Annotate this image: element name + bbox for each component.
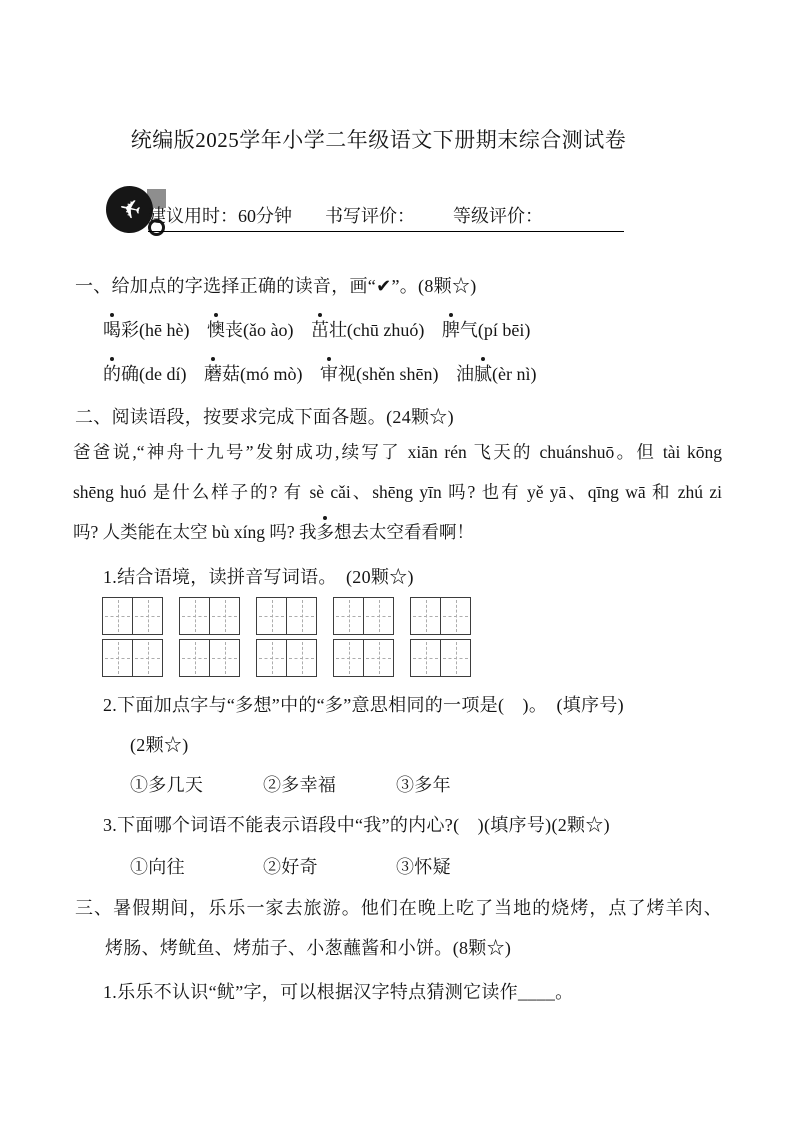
section3-heading-line-2: 烤肠、烤鱿鱼、烤茄子、小葱蘸酱和小饼。(8颗☆) [105, 938, 512, 958]
section1-word-row-2 [103, 360, 549, 386]
paper-plane-icon: ✈ [115, 192, 144, 226]
writing-grid-box[interactable] [179, 597, 240, 635]
page-title [0, 124, 793, 154]
grid-cell[interactable] [257, 640, 286, 676]
choice-option[interactable]: ②好奇 [263, 857, 318, 877]
word-rest: 壮(chū zhuó) [328, 320, 425, 340]
passage-line-1: 爸爸说,“神舟十九号”发射成功,续写了 xiān rén 飞天的 chuánshuō。但 tài kōng [73, 442, 722, 462]
grid-cell[interactable] [334, 640, 363, 676]
grid-cell[interactable] [180, 640, 209, 676]
exam-meta-row [148, 202, 543, 228]
grid-cell[interactable] [209, 598, 239, 634]
writing-grid-box[interactable] [179, 639, 240, 677]
grid-cell[interactable] [103, 598, 132, 634]
section1-word-row-1 [103, 316, 543, 342]
passage-text: 吗? 人类能在太空 bù xíng 吗? 我 [73, 522, 317, 542]
choice-option[interactable]: ②多幸福 [263, 775, 337, 795]
writing-grid-box[interactable] [256, 597, 317, 635]
section3-heading-line-1: 三、暑假期间，乐乐一家去旅游。他们在晚上吃了当地的烧烤，点了烤羊肉、 [75, 898, 722, 918]
passage-text: 想去太空看看啊！ [334, 522, 475, 542]
stamp-circle [106, 186, 153, 233]
question-2-2-score: (2颗☆) [130, 735, 189, 755]
grid-row [102, 597, 471, 635]
section1-heading: 一、给加点的字选择正确的读音，画“✔”。(8颗☆) [75, 276, 477, 296]
choice-option[interactable]: ①多几天 [130, 775, 204, 795]
grid-cell[interactable] [132, 640, 162, 676]
dotted-character: 喝 [103, 320, 121, 340]
grid-cell[interactable] [411, 598, 440, 634]
grid-cell[interactable] [363, 640, 393, 676]
word-rest: 丧(ǎo ào) [224, 320, 294, 340]
writing-grid-box[interactable] [410, 639, 471, 677]
grid-cell[interactable] [363, 598, 393, 634]
word-rest: 视(shěn shēn) [337, 364, 439, 384]
writing-grid-box[interactable] [333, 597, 394, 635]
writing-grids [102, 597, 471, 681]
writing-grid-box[interactable] [102, 639, 163, 677]
question-2-2-label: 2.下面加点字与“多想”中的“多”意思相同的一项是( )。 (填序号) [103, 695, 624, 715]
passage-line-3 [73, 512, 722, 552]
writing-grid-box[interactable] [410, 597, 471, 635]
pinyin-choice-word[interactable] [103, 364, 186, 384]
word-rest: 确(de dí) [121, 364, 187, 384]
dotted-character: 多 [316, 522, 335, 542]
word-prefix: 油 [455, 364, 474, 384]
writing-grid-box[interactable] [333, 639, 394, 677]
grid-cell[interactable] [286, 640, 316, 676]
question-3-1-label[interactable]: 1.乐乐不认识“鱿”字，可以根据汉字特点猜测它读作____。 [103, 982, 574, 1002]
grid-cell[interactable] [334, 598, 363, 634]
dotted-character: 茁 [310, 320, 329, 340]
reading-passage [73, 432, 722, 552]
pinyin-choice-word[interactable] [456, 364, 536, 384]
grid-cell[interactable] [257, 598, 286, 634]
question-2-3-options [130, 853, 451, 879]
dotted-character: 脾 [441, 320, 460, 340]
dotted-character: 懊 [206, 320, 225, 340]
dotted-character: 腻 [473, 364, 492, 384]
pinyin-choice-word[interactable] [320, 364, 438, 384]
writing-grid-box[interactable] [256, 639, 317, 677]
passage-line-2: shēng huó 是什么样子的? 有 sè cǎi、shēng yīn 吗? 也有 yě yā、qīng wā 和 zhú zi [73, 482, 722, 502]
section2-heading: 二、阅读语段，按要求完成下面各题。(24颗☆) [75, 407, 454, 427]
question-2-1-label: 1.结合语境，读拼音写词语。 (20颗☆) [103, 567, 414, 587]
word-rest: 气(pí bēi) [459, 320, 531, 340]
dotted-character: 审 [319, 364, 338, 384]
grid-cell[interactable] [103, 640, 132, 676]
pinyin-choice-word[interactable] [442, 320, 530, 340]
header-underline [148, 231, 624, 232]
writing-grid-box[interactable] [102, 597, 163, 635]
grid-cell[interactable] [440, 598, 470, 634]
choice-option[interactable]: ①向往 [130, 857, 185, 877]
grid-cell[interactable] [440, 640, 470, 676]
pinyin-choice-word[interactable] [103, 320, 189, 340]
word-rest: (èr nì) [491, 364, 537, 384]
dotted-character: 蘑 [203, 364, 222, 384]
grid-cell[interactable] [180, 598, 209, 634]
suggested-time-label: 建议用时：60分钟 [148, 206, 292, 226]
word-rest: 彩(hē hè) [121, 320, 190, 340]
grid-row [102, 639, 471, 677]
grid-cell[interactable] [411, 640, 440, 676]
choice-option[interactable]: ③怀疑 [396, 857, 451, 877]
writing-eval-label: 书写评价： [325, 206, 415, 226]
grade-eval-label: 等级评价： [453, 206, 543, 226]
pinyin-choice-word[interactable] [311, 320, 424, 340]
question-2-3-label: 3.下面哪个词语不能表示语段中“我”的内心?( )(填序号)(2颗☆) [103, 815, 610, 835]
grid-cell[interactable] [209, 640, 239, 676]
grid-cell[interactable] [132, 598, 162, 634]
page-title-text: 统编版2025学年小学二年级语文下册期末综合测试卷 [130, 128, 627, 153]
word-rest: 菇(mó mò) [221, 364, 303, 384]
grid-cell[interactable] [286, 598, 316, 634]
dotted-character: 的 [103, 364, 121, 384]
pinyin-choice-word[interactable] [204, 364, 303, 384]
question-2-2-options [130, 771, 451, 797]
choice-option[interactable]: ③多年 [396, 775, 451, 795]
pinyin-choice-word[interactable] [207, 320, 293, 340]
